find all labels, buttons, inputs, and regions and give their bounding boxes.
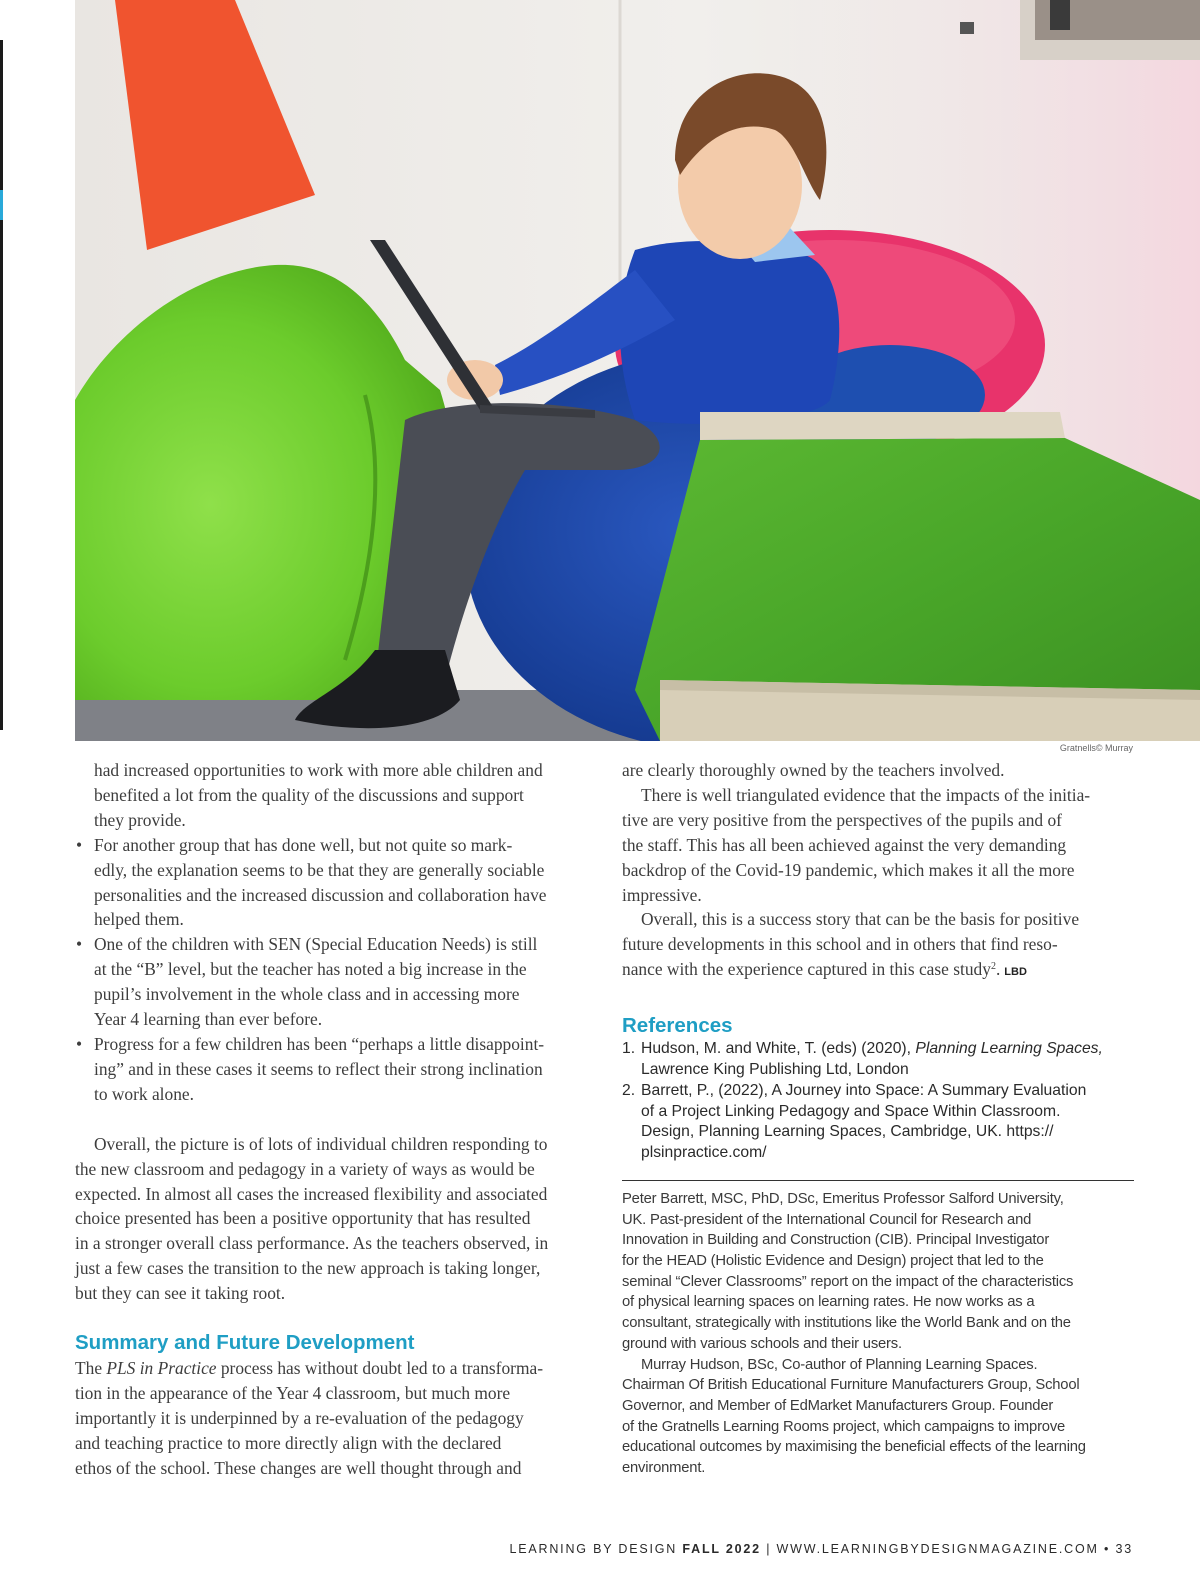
evidence-paragraph: There is well triangulated evidence that the impacts of the initia- tive are very positive from the perspectives of the pupils and of the staff. This has all been achieved against the very demanding backdrop of the Covid-19 pandemic, which makes it all the more impressive. — [622, 784, 1091, 905]
reference-item: 2. Barrett, P., (2022), A Journey into Space: A Summary Evaluation of a Project Linking Pedagogy and Space Within Classroom. Design, Planning Learning Spaces, Cambridge, UK. https:// plsinpractice.com/ — [622, 1081, 1087, 1162]
references-list — [622, 1039, 1134, 1164]
right-column — [622, 758, 1134, 1479]
list-item: had increased opportunities to work with more able children and benefited a lot from the quality of the discussions and support they provide. — [94, 760, 543, 830]
continued-paragraph: are clearly thoroughly owned by the teachers involved. — [622, 760, 1005, 780]
list-item: • One of the children with SEN (Special Education Needs) is still at the “B” level, but the teacher has noted a big increase in the pupil’s involvement in the whole class and in accessing more Year 4 learning than ever before. — [75, 932, 587, 1032]
page-edge-tick — [0, 190, 3, 220]
summary-paragraph: The PLS in Practice process has without doubt led to a transforma- tion in the appearance of the Year 4 classroom, but much more importantly it is underpinned by a re-evaluation of the pedagogy and teaching practice to more directly align with the declared ethos of the school. These changes are well thought through and — [75, 1358, 543, 1478]
photo-credit: Gratnells© Murray — [1059, 743, 1133, 753]
page-number: 33 — [1115, 1542, 1133, 1556]
classroom-photo — [75, 0, 1200, 741]
left-column — [75, 758, 587, 1481]
footer-separator: | — [766, 1542, 772, 1556]
footnote-ref: 2 — [990, 961, 996, 973]
references-heading: References — [622, 1014, 733, 1038]
issue-label: FALL 2022 — [682, 1542, 761, 1556]
photo-illustration — [75, 0, 1200, 741]
reference-item: 1. Hudson, M. and White, T. (eds) (2020), Planning Learning Spaces, Lawrence King Publishing Ltd, London — [622, 1040, 1103, 1078]
website-link[interactable]: WWW.LEARNINGBYDESIGNMAGAZINE.COM — [776, 1542, 1099, 1556]
end-mark: LBD — [1004, 966, 1027, 979]
bullet-list — [75, 758, 587, 1107]
list-item: • For another group that has done well, but not quite so mark- edly, the explanation seems to be that they are generally sociable personalities and the increased discussion and collaboration have helped them. — [75, 833, 587, 933]
author-bio-hudson: Murray Hudson, BSc, Co-author of Planning Learning Spaces. Chairman Of British Educational Furniture Manufacturers Group, School Governor, and Member of EdMarket Manufacturers Group. Founder of the Gratnells Learning Rooms project, which campaigns to improve educational outcomes by maximising the beneficial effects of the learning environment. — [622, 1356, 1086, 1477]
page-edge-bar — [0, 40, 3, 730]
reference-link[interactable]: plsinpractice.com/ — [641, 1144, 767, 1162]
page-footer — [510, 1542, 1134, 1556]
overall-paragraph: Overall, the picture is of lots of individual children responding to the new classroom and pedagogy in a variety of ways as would be expected. In almost all cases the increased flexibility and associated choice presented has been a positive opportunity that has resulted in a stronger overall class performance. As the teachers observed, in just a few cases the transition to the new approach is taking longer, but they can see it taking root. — [75, 1133, 549, 1304]
magazine-name: LEARNING BY DESIGN — [509, 1542, 678, 1556]
summary-heading: Summary and Future Development — [75, 1331, 415, 1355]
list-item: • Progress for a few children has been “perhaps a little disappoint- ing” and in these cases it seems to reflect their strong inclination to work alone. — [75, 1032, 587, 1107]
success-paragraph: Overall, this is a success story that can be the basis for positive future developments in this school and in others that find reso- nance with the experience captured in this case study$^2$. LBD — [622, 909, 1080, 980]
footer-bullet: • — [1104, 1542, 1111, 1556]
author-bio-barrett: Peter Barrett, MSC, PhD, DSc, Emeritus Professor Salford University, UK. Past-president of the International Council for Research and Innovation in Building and Construction (CIB). Principal Investigator for the HEAD (Holistic Evidence and Design) project that led to the seminal “Clever Classrooms” report on the impact of the characteristics of physical learning spaces on learning rates. He now works as a consultant, strategically with institutions like the World Bank and on the ground with various schools and their users. — [622, 1190, 1074, 1352]
